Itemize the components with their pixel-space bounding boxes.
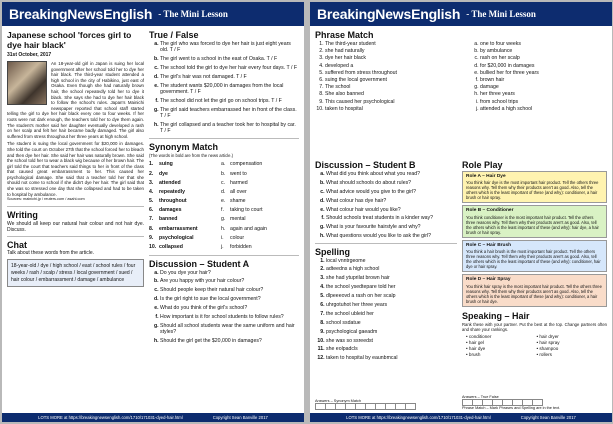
synonym-cell: mental xyxy=(230,216,246,223)
brand-logo: BreakingNewsEnglish xyxy=(9,6,153,22)
roleplay-card xyxy=(462,171,607,203)
phrase-right-item: a. one to four weeks xyxy=(480,41,539,48)
phrase-right-list xyxy=(470,41,539,113)
synonym-cell: all over xyxy=(230,188,247,195)
discussion-a-item: c. Should people keep their natural hair colour? xyxy=(160,287,299,293)
spelling-item: 1. local vnntrgeome xyxy=(326,258,457,264)
discussion-b-list xyxy=(315,171,457,240)
synonym-row xyxy=(149,187,299,196)
synonym-row xyxy=(149,196,299,205)
roleplay-card xyxy=(462,274,607,306)
footer-bar xyxy=(310,413,612,422)
synonym-cell: collapsed xyxy=(159,244,183,250)
answer-key-label: Answers – Synonym Match xyxy=(315,399,362,403)
spelling-item: 3. she had ytuprilat brown hair xyxy=(326,275,457,281)
discussion-b-item: e. What colour hair would you like? xyxy=(326,207,457,213)
article-paragraph-1: An 18-year-old girl in Japan is suing her local government after her school told her to dye her hair black. The third-year student attended a high school in the city of Habikino, just east of Osaka. Even though she had naturally brown hair, the school repeatedly told her to dye it black. She says she had to dye her hair black to follow the school's rules. Japan's Mainichi newspaper reported that school staff started telling the girl to dye her hair black every one to four weeks. If her roots were not dark enough, the teachers told her to dye them again. The student's mother said her daughter eventually developed a rash on her scalp and felt her hair became badly damaged. The girl also suffered from stress throughout her three years at high school. xyxy=(7,61,144,139)
spelling-heading: Spelling xyxy=(315,246,351,257)
phrase-right-item: i. from school trips xyxy=(480,99,539,106)
spelling-item: 6. uhrgotuhot her three years xyxy=(326,302,457,308)
roleplay-heading: Role Play xyxy=(462,160,503,170)
discussion-b-item: f. Should schools treat students in a kinder way? xyxy=(326,215,457,221)
discussion-a-item: f. How important is it for school students to follow rules? xyxy=(160,314,299,320)
synonym-cell: 3. xyxy=(149,179,154,186)
phrase-left-item: 3. dye her hair black xyxy=(325,55,470,62)
spelling-item: 7. the school ubleid her xyxy=(326,311,457,317)
phrase-right-item: h. her three years xyxy=(480,91,539,98)
phrase-right-item: g. damage xyxy=(480,84,539,91)
speaking-item: • hair dryer xyxy=(536,333,559,339)
synonym-cell: b. xyxy=(221,170,226,177)
article-date: 31st October, 2017 xyxy=(7,52,52,58)
left-lower-column xyxy=(315,160,457,364)
phrase-right-item: j. attended a high school xyxy=(480,106,539,113)
synonym-cell: went to xyxy=(230,170,247,177)
synonym-cell: j. xyxy=(221,244,224,250)
divider xyxy=(315,243,457,244)
article-photo xyxy=(7,61,47,105)
synonym-row xyxy=(149,169,299,178)
spelling-item: 4. the school ysedtepare told her xyxy=(326,284,457,290)
synonym-cell: taking to court xyxy=(230,207,263,214)
synonym-cell: 1. xyxy=(149,161,154,168)
phrase-columns xyxy=(315,41,607,113)
spelling-item: 8. school ssdatue xyxy=(326,320,457,326)
phrase-right-item: e. bullied her for three years xyxy=(480,70,539,77)
speaking-item: • hair gel xyxy=(466,339,484,345)
article-sources: Sources: mainichi.jp / reuters.com / asahi.com xyxy=(7,197,85,202)
discussion-a-item: a. Do you dye your hair? xyxy=(160,270,299,276)
truefalse-item: d. The girl's hair was not damaged. T / F xyxy=(160,74,299,80)
synonym-cell: repeatedly xyxy=(159,188,185,195)
answer-key-label: Answers – True False xyxy=(462,395,499,399)
roleplay-card-title: Role D – Hair Spray xyxy=(466,277,511,283)
roleplay-card-text: You think a hair brush is the most important hair product. Tell the others three reasons why. Tell them why their products aren't as good. Also, tell the others which is the least important of these (and why): conditioner, hair dye or hair spray. xyxy=(466,249,601,270)
phrase-right-item: c. rash on her scalp xyxy=(480,55,539,62)
speaking-item: • brush xyxy=(466,351,481,357)
synonym-cell: f. xyxy=(221,207,224,214)
roleplay-card-title: Role B – Conditioner xyxy=(466,208,514,214)
synonym-cell: 4. xyxy=(149,188,154,195)
speaking-item: • rollers xyxy=(536,351,552,357)
synonym-cell: a. xyxy=(221,161,226,168)
roleplay-card xyxy=(462,205,607,237)
synonym-intro: (The words in bold are from the news article.) xyxy=(149,152,234,158)
answer-key-note: Phrase Match – Mark Phrases and Spelling are in the text. xyxy=(462,406,561,410)
article-title: Japanese school 'forces girl to dye hair black' xyxy=(7,30,132,50)
phrase-left-item: 7. The school xyxy=(325,84,470,91)
synonym-cell: 7. xyxy=(149,216,154,223)
chat-heading: Chat xyxy=(7,239,27,250)
answer-grid xyxy=(462,399,543,406)
truefalse-item: h. The girl collapsed and a teacher took her to hospital by car. T / F xyxy=(160,122,299,135)
synonym-cell: throughout xyxy=(159,198,187,205)
synonym-cell: h. xyxy=(221,225,226,232)
article-paragraph-2: The student is suing the local government for $20,000 in damages. She told the court on October 27th that the school forced her to bleach and then dye her hair. She said her hair was naturally brown. She said the school told her to wear a black wig because of her brown hair. The girl told the court that teachers said things to her in front of the class that caused great embarrassment to her. This caused her psychological damage. She said that a teacher told her that she should not come to school if she didn't dye her hair. The girl said that she was so stressed one day that she collapsed and had to be taken to hospital by ambulance. xyxy=(7,141,144,197)
roleplay-card-title: Role A – Hair Dye xyxy=(466,174,506,179)
article-column xyxy=(7,30,144,287)
discussion-a-item: g. Should all school students wear the same uniform and hair styles? xyxy=(160,323,299,336)
phrase-left-item: 9. This caused her psychological xyxy=(325,99,470,106)
discussion-a-item: d. Is the girl right to sue the local government? xyxy=(160,296,299,302)
roleplay-cards xyxy=(462,171,607,307)
discussion-a-item: h. Should the girl get the $20,000 in damages? xyxy=(160,338,299,344)
header-bar xyxy=(310,2,612,26)
synonym-row xyxy=(149,215,299,224)
synonym-row xyxy=(149,178,299,187)
roleplay-card-text: You think conditioner is the most important hair product. Tell the others three reasons why. Tell them why their products aren't as good. Also, tell the others which is the least important of these (and why): hair dye, a hair brush or hair spray. xyxy=(466,214,599,235)
speaking-item: • conditioner xyxy=(466,333,492,339)
truefalse-item: f. The school did not let the girl go on school trips. T / F xyxy=(160,98,299,104)
discussion-b-item: a. What did you think about what you read? xyxy=(326,171,457,177)
truefalse-item: b. The girl went to a school in the east of Osaka. T / F xyxy=(160,56,299,62)
divider xyxy=(149,255,299,256)
synonym-cell: harmed xyxy=(230,179,248,186)
synonym-cell: d. xyxy=(221,188,226,195)
synonym-heading: Synonym Match xyxy=(149,141,219,152)
writing-heading: Writing xyxy=(7,209,38,220)
synonym-row xyxy=(149,160,299,169)
synonym-row xyxy=(149,233,299,242)
synonym-row xyxy=(149,224,299,233)
discussion-b-item: h. What questions would you like to ask the girl? xyxy=(326,233,457,239)
discussion-b-item: c. What advice would you give to the girl? xyxy=(326,189,457,195)
footer-copyright: Copyright Sean Banville 2017 xyxy=(212,415,268,420)
roleplay-card-title: Role C – Hair Brush xyxy=(466,242,512,248)
synonym-cell: g. xyxy=(221,216,226,223)
exercises-column xyxy=(149,30,299,347)
footer-copyright: Copyright Sean Banville 2017 xyxy=(520,415,576,420)
worksheet-page-1 xyxy=(2,2,304,422)
discussion-a-item: b. Are you happy with your hair colour? xyxy=(160,278,299,284)
discussion-a-item: e. What do you think of the girl's school? xyxy=(160,305,299,311)
synonym-cell: embarrassment xyxy=(159,225,198,232)
synonym-cell: dye xyxy=(159,170,168,177)
roleplay-card-text: You think hair dye is the most important hair product. Tell the others three reasons why. Tell them why their products aren't as good. Also, tell the others which is the least important of these (and why): conditioner, a hair brush or hair spray. xyxy=(466,180,599,201)
worksheet-page-2 xyxy=(310,2,612,422)
phrase-left-item: 8. She also banned xyxy=(325,91,470,98)
footer-link[interactable]: LOTS MORE at https://breakingnewsenglish.com/1710/171031-dyed-hair.html xyxy=(346,415,491,420)
phrase-left-item: 4. developed a xyxy=(325,63,470,70)
truefalse-item: a. The girl who was forced to dye her hair is just eight years old. T / F xyxy=(160,41,299,54)
synonym-cell: 5. xyxy=(149,198,154,205)
spelling-list xyxy=(315,258,457,362)
chat-intro: Talk about these words from the article. xyxy=(7,249,94,256)
phrase-right-item: d. for $20,000 in damages xyxy=(480,63,539,70)
header-bar xyxy=(2,2,304,26)
footer-link[interactable]: LOTS MORE at https://breakingnewsenglish.com/1710/171031-dyed-hair.html xyxy=(38,415,183,420)
phrase-left-item: 5. suffered from stress throughout xyxy=(325,70,470,77)
synonym-cell: c. xyxy=(221,179,226,186)
phrase-left-item: 6. suing the local government xyxy=(325,77,470,84)
synonym-cell: 6. xyxy=(149,207,154,214)
discussion-b-item: g. What is your favourite hairstyle and why? xyxy=(326,224,457,230)
synonym-cell: attended xyxy=(159,179,181,186)
discussion-a-heading: Discussion – Student A xyxy=(149,258,250,269)
roleplay-section xyxy=(462,160,607,358)
discussion-b-item: d. What colour has dye hair? xyxy=(326,198,457,204)
synonym-cell: banned xyxy=(159,216,178,223)
phrase-left-list xyxy=(315,41,470,113)
answer-grid xyxy=(315,403,416,410)
synonym-cell: colour xyxy=(230,234,245,241)
speaking-item: • hair spray xyxy=(536,339,560,345)
truefalse-item: c. The school told the girl to dye her hair every four days. T / F xyxy=(160,65,299,71)
speaking-heading: Speaking – Hair xyxy=(462,310,530,321)
writing-prompt: We should all keep our natural hair colour and not hair dye. Discuss. xyxy=(7,220,144,233)
divider xyxy=(149,138,299,139)
roleplay-card-text: You think hair spray is the most important hair product. Tell the others three reasons why. Tell them why their products aren't as good. Also, tell the others which is the least important of these (and why): conditioner, a hair brush or hair dye. xyxy=(466,283,602,304)
synonym-cell: forbidden xyxy=(230,244,252,250)
spelling-item: 10. she was so ssreedst xyxy=(326,338,457,344)
phrase-match-section xyxy=(315,30,607,113)
footer-bar xyxy=(2,413,304,422)
spelling-item: 11. she eolpadcls xyxy=(326,346,457,352)
synonym-cell: 10. xyxy=(149,244,157,250)
phrase-right-item: b. by ambulance xyxy=(480,48,539,55)
synonym-cell: suing xyxy=(159,161,173,168)
synonym-table xyxy=(149,160,299,252)
phrase-left-item: 10. taken to hospital xyxy=(325,106,470,113)
synonym-cell: damages xyxy=(159,207,182,214)
spelling-item: 2. adteedns a high school xyxy=(326,266,457,272)
truefalse-item: e. The student wants $20,000 in damages from the local government. T / F xyxy=(160,83,299,96)
speaking-intro: Rank these with your partner. Put the best at the top. Change partners often and share your rankings. xyxy=(462,321,607,332)
brand-logo: BreakingNewsEnglish xyxy=(317,6,461,22)
speaking-item: • hair dye xyxy=(466,345,486,351)
synonym-cell: e. xyxy=(221,198,226,205)
speaking-item: • shampoo xyxy=(536,345,559,351)
spelling-item: 5. dlpeeeovd a rash on her scalp xyxy=(326,293,457,299)
discussion-b-heading: Discussion – Student B xyxy=(315,160,416,170)
roleplay-card xyxy=(462,240,607,272)
phrase-heading: Phrase Match xyxy=(315,30,374,40)
phrase-left-item: 2. she had naturally xyxy=(325,48,470,55)
chat-words-box: 18-year-old / dye / high school / east / school rules / four weeks / rash / scalp / stress / local government / sued / hair colour / embarrassment / damage / ambulance xyxy=(7,259,144,287)
truefalse-list xyxy=(149,41,299,135)
spelling-item: 9. psychological gaeadm xyxy=(326,329,457,335)
synonym-cell: again and again xyxy=(230,225,267,232)
synonym-row xyxy=(149,242,299,251)
truefalse-heading: True / False xyxy=(149,30,199,40)
answer-key-truefalse xyxy=(462,395,560,410)
synonym-cell: 2. xyxy=(149,170,154,177)
synonym-cell: 9. xyxy=(149,234,154,241)
speaking-list xyxy=(462,334,607,358)
synonym-cell: psychological xyxy=(159,234,194,241)
synonym-cell: 8. xyxy=(149,225,154,232)
synonym-cell: shame xyxy=(230,198,246,205)
tagline: - The Mini Lesson xyxy=(158,9,228,19)
discussion-b-item: b. What should schools do about rules? xyxy=(326,180,457,186)
synonym-cell: compensation xyxy=(230,161,263,168)
divider xyxy=(7,206,144,207)
spelling-item: 12. taken to hospital by eaunbmcal xyxy=(326,355,457,361)
discussion-a-list xyxy=(149,270,299,345)
divider xyxy=(7,236,144,237)
answer-key-synonym xyxy=(315,399,416,410)
truefalse-item: g. The girl said teachers embarrassed her in front of the class. T / F xyxy=(160,107,299,120)
phrase-right-item: f. brown hair xyxy=(480,77,539,84)
tagline: - The Mini Lesson xyxy=(466,9,536,19)
phrase-left-item: 1. The third-year student xyxy=(325,41,470,48)
synonym-cell: i. xyxy=(221,234,224,241)
synonym-row xyxy=(149,206,299,215)
